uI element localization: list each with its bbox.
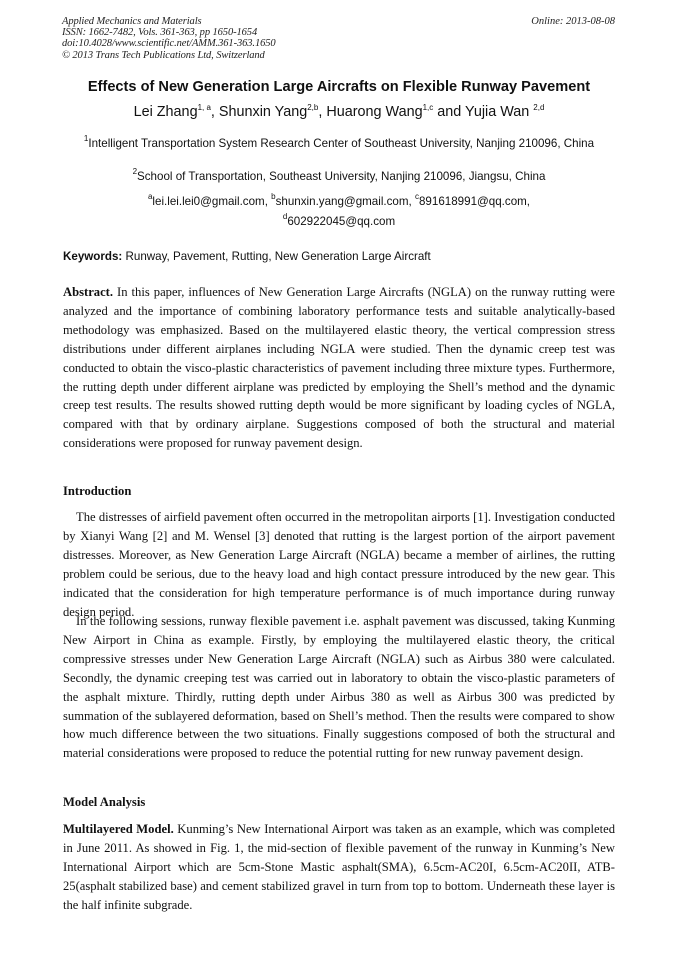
journal-name: Applied Mechanics and Materials [62,16,202,27]
abstract-text: In this paper, influences of New Generation Large Aircrafts (NGLA) on the runway rutting were analyzed and the importance of combining laboratory performance tests and suitable analytically-based methodology was emphasized. Based on the multilayered elastic theory, the vertical compression stress distributions under different airplanes including NGLA were studied. Then the dynamic creep test was conducted to obtain the visco-plastic characteristics of pavement including three mixture types. Furthermore, the rutting depth under different airplane was predicted by employing the Shell’s method and the dynamic creep test results. The results showed rutting depth would be more significant by loading cycles of NGLA, compared with that by ordinary airplane. Suggestions composed of both the structural and material considerations were proposed for runway pavement design. [63,285,615,451]
abstract-label: Abstract. [63,285,114,299]
introduction-paragraph-1: The distresses of airfield pavement often occurred in the metropolitan airports [1]. Investigation conducted by Xianyi Wang [2] and M. Wensel [3] denoted that rutting is the largest portion of the airport pavement distresses. Moreover, as New Generation Large Aircraft (NGLA) became a member of airlines, the rutting problem could be serious, due to the heavy load and high contact pressure introduced by the new gear. This indicated that the consideration for high temperature performance is of much importance during runway design period. [63,510,615,619]
journal-doi: doi:10.4028/www.scientific.net/AMM.361-363.1650 [62,38,276,50]
email-superscript: c [414,192,419,201]
email-list [60,192,618,232]
email-superscript: a [147,192,153,201]
email-link[interactable]: 891618991@qq.com, [418,195,531,208]
affiliation-text: Intelligent Transportation System Research Center of Southeast University, Nanjing 210096, China [88,137,595,150]
author-superscript: 2,d [533,103,545,112]
email-link[interactable]: lei.lei.lei0@gmail.com, [152,195,272,208]
author-name: Lei Zhang [133,104,198,120]
keywords [63,250,431,263]
author-superscript: 1,c [422,103,434,112]
model-analysis-text: Kunming’s New International Airport was taken as an example, which was completed in June 2011. As showed in Fig. 1, the mid-section of flexible pavement of the runway in Kunming’s New International Airport which are 5cm-Stone Mastic asphalt(SMA), 6.5cm-AC20I, 6.5cm-AC20II, ATB-25(asphalt stabilized base) and cement stabilized gravel in turn from top to bottom. Underneath these layer is the half infinite subgrade. [63,822,615,912]
affiliation-text: School of Transportation, Southeast University, Nanjing 210096, Jiangsu, China [137,170,546,183]
subsection-heading: Multilayered Model. [63,822,174,836]
author-superscript: 2,b [307,103,319,112]
journal-copyright: © 2013 Trans Tech Publications Ltd, Switzerland [62,49,265,61]
introduction-paragraph-2: In the following sessions, runway flexible pavement i.e. asphalt pavement was discussed, taking Kunming New Airport in China as example. Firstly, by employing the multilayered elastic theory, the critical compressive stresses under New Generation Large Aircraft (NGLA) such as Airbus 380 were calculated. Secondly, the dynamic creeping test was carried out in laboratory to obtain the visco-plastic parameters of the asphalt mixture. Thirdly, rutting depth under Airbus 380 as well as Airbus 300 was predicted by summation of the sublayered deformation, based on Shell’s method. Then the results were compared to show how much difference between the two situations. Finally suggestions composed of both the structural and material considerations were proposed to reduce the potential rutting for new runway pavement design. [63,614,615,761]
author-list [0,104,678,120]
author-name: Huarong Wang [326,104,423,120]
author-name: Yujia Wan [465,104,534,120]
email-superscript: d [282,212,288,221]
model-analysis-paragraph [63,820,615,915]
section-heading-model-analysis: Model Analysis [63,795,146,809]
section-heading-introduction: Introduction [63,484,132,498]
affiliation-superscript: 2 [132,167,138,176]
author-name: Shunxin Yang [218,104,308,120]
author-separator: , [318,104,327,120]
keywords-text: Runway, Pavement, Rutting, New Generation Large Aircraft [122,250,431,263]
journal-issn: ISSN: 1662-7482, Vols. 361-363, pp 1650-1654 [62,27,258,39]
affiliation-1 [60,133,618,154]
author-superscript: 1, a [197,103,211,112]
author-separator: and [433,104,466,120]
journal-header [62,16,276,61]
author-separator: , [210,104,219,120]
online-date: Online: 2013-08-08 [531,16,615,27]
affiliation-2 [60,166,618,187]
keywords-label: Keywords: [63,250,123,263]
email-link[interactable]: 602922045@qq.com [287,215,396,228]
abstract [63,283,615,453]
email-link[interactable]: shunxin.yang@gmail.com, [275,195,415,208]
affiliation-superscript: 1 [83,134,89,143]
paper-title: Effects of New Generation Large Aircrafts on Flexible Runway Pavement [87,79,591,95]
email-superscript: b [271,192,276,201]
